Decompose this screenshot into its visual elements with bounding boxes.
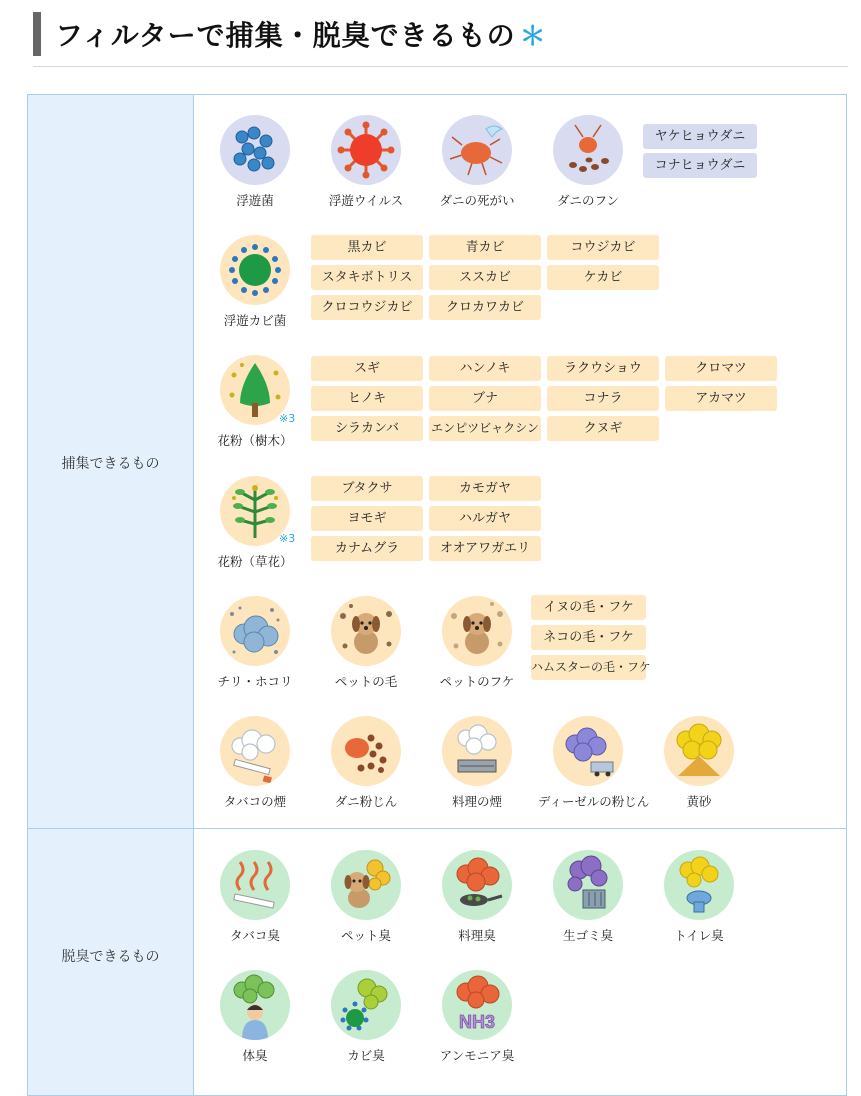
item-tobacco-odor [205,850,305,944]
filter-table [27,94,847,1096]
tree-pollen-tag: ヒノキ [311,386,423,411]
item-tobacco-smoke [205,716,305,810]
diesel-dust-icon [553,716,623,786]
item-label: 花粉（草花） [217,554,293,569]
item-label: 料理の煙 [451,794,502,809]
cooking-smoke-icon [442,716,512,786]
mold-tag: コウジカビ [547,235,659,260]
grass-pollen-tag: ハルガヤ [429,506,541,531]
mold-tag: スタキボトリス [311,265,423,290]
pet-tag: イヌの毛・フケ [531,595,646,620]
body-odor-icon [220,970,290,1040]
item-label: 浮遊菌 [236,193,274,208]
virus-icon [331,115,401,185]
item-label: タバコの煙 [223,794,287,809]
item-label: トイレ臭 [674,928,724,943]
mold-tag: ススカビ [429,265,541,290]
tree-pollen-tag: スギ [311,356,423,381]
item-cooking-smoke [427,716,527,810]
item-label: タバコ臭 [230,928,280,943]
tree-pollen-tag: エンピツビャクシン [429,416,541,441]
item-cooking-odor [427,850,527,944]
item-label: 体臭 [242,1048,268,1063]
section-divider [28,828,846,829]
nh3-label: NH3 [458,1012,496,1032]
footnote-3: ※3 [279,532,296,545]
tree-pollen-tag: クロマツ [665,356,777,381]
item-mite-droppings [538,115,638,209]
grass-pollen-tag: オオアワガエリ [429,536,541,561]
item-label: チリ・ホコリ [217,674,293,689]
tree-pollen-tag: ラクウショウ [547,356,659,381]
tree-pollen-tag: コナラ [547,386,659,411]
tree-pollen-tag: クヌギ [547,416,659,441]
item-ammonia-odor [427,970,527,1064]
item-label: ダニの死がい [439,193,515,208]
footnote-asterisk: ＊ [519,22,547,52]
item-label: 生ゴミ臭 [562,928,613,943]
mold-tag: 黒カビ [311,235,423,260]
footnote-3: ※3 [279,412,296,425]
item-pet-odor [316,850,416,944]
item-grass-pollen [205,476,305,570]
tobacco-smoke-icon [220,716,290,786]
item-tree-pollen [205,355,305,449]
item-label: ペットのフケ [439,674,515,689]
item-pet-dander [427,596,527,690]
item-body-odor [205,970,305,1064]
grass-pollen-tag: ブタクサ [311,476,423,501]
item-floating-virus [316,115,416,209]
mold-tag: クロコウジカビ [311,295,423,320]
item-garbage-odor [538,850,638,944]
grass-pollen-tag: ヨモギ [311,506,423,531]
item-label: 黄砂 [686,794,712,809]
item-label: 花粉（樹木） [217,433,293,448]
garbage-odor-icon [553,850,623,920]
item-mold-odor [316,970,416,1064]
label-column [28,95,194,1095]
ammonia-odor-icon [442,970,512,1040]
item-yellow-sand [649,716,749,810]
item-label: アンモニア臭 [439,1048,515,1063]
item-label: ディーゼルの粉じん [538,794,650,809]
item-mite-dust [316,716,416,810]
item-dust [205,596,305,690]
tree-pollen-tag: ブナ [429,386,541,411]
item-dead-mites [427,115,527,209]
item-floating-bacteria [205,115,305,209]
toilet-odor-icon [664,850,734,920]
pet-dander-icon [442,596,512,666]
pet-odor-icon [331,850,401,920]
item-toilet-odor [649,850,749,944]
pet-hair-icon [331,596,401,666]
pet-tag: ハムスターの毛・フケ [531,655,646,680]
item-diesel-dust [538,716,650,810]
mite-droppings-icon [553,115,623,185]
item-label: カビ臭 [347,1048,385,1063]
item-label: ペット臭 [340,928,391,943]
header-accent-bar [33,12,41,56]
bacteria-icon [220,115,290,185]
mite-tag: ヤケヒョウダニ [643,124,757,149]
cooking-odor-icon [442,850,512,920]
capture-section-label: 捕集できるもの [61,456,160,472]
mold-tag: 青カビ [429,235,541,260]
dead-mite-icon [442,115,512,185]
mite-dust-icon [331,716,401,786]
tree-pollen-tag: シラカンバ [311,416,423,441]
mold-odor-icon [331,970,401,1040]
pet-tag: ネコの毛・フケ [531,625,646,650]
grass-pollen-tag: カモガヤ [429,476,541,501]
yellow-sand-icon [664,716,734,786]
item-floating-mold [205,235,305,329]
mold-tag: クロカワカビ [429,295,541,320]
dust-icon [220,596,290,666]
item-pet-hair [316,596,416,690]
item-label: ダニのフン [556,193,619,208]
item-label: ペットの毛 [334,674,398,689]
page-title: フィルターで捕集・脱臭できるもの ＊ [55,19,547,52]
deodorize-section-label: 脱臭できるもの [61,949,160,965]
mite-tag: コナヒョウダニ [643,153,757,178]
item-label: 浮遊カビ菌 [223,313,287,328]
tree-pollen-tag: アカマツ [665,386,777,411]
item-label: 浮遊ウイルス [328,193,404,208]
grass-pollen-tag: カナムグラ [311,536,423,561]
item-label: ダニ粉じん [334,794,398,809]
mold-tag: ケカビ [547,265,659,290]
item-label: 料理臭 [458,928,496,943]
mold-spore-icon [220,235,290,305]
tree-pollen-tag: ハンノキ [429,356,541,381]
section-header [33,10,848,67]
tobacco-odor-icon [220,850,290,920]
